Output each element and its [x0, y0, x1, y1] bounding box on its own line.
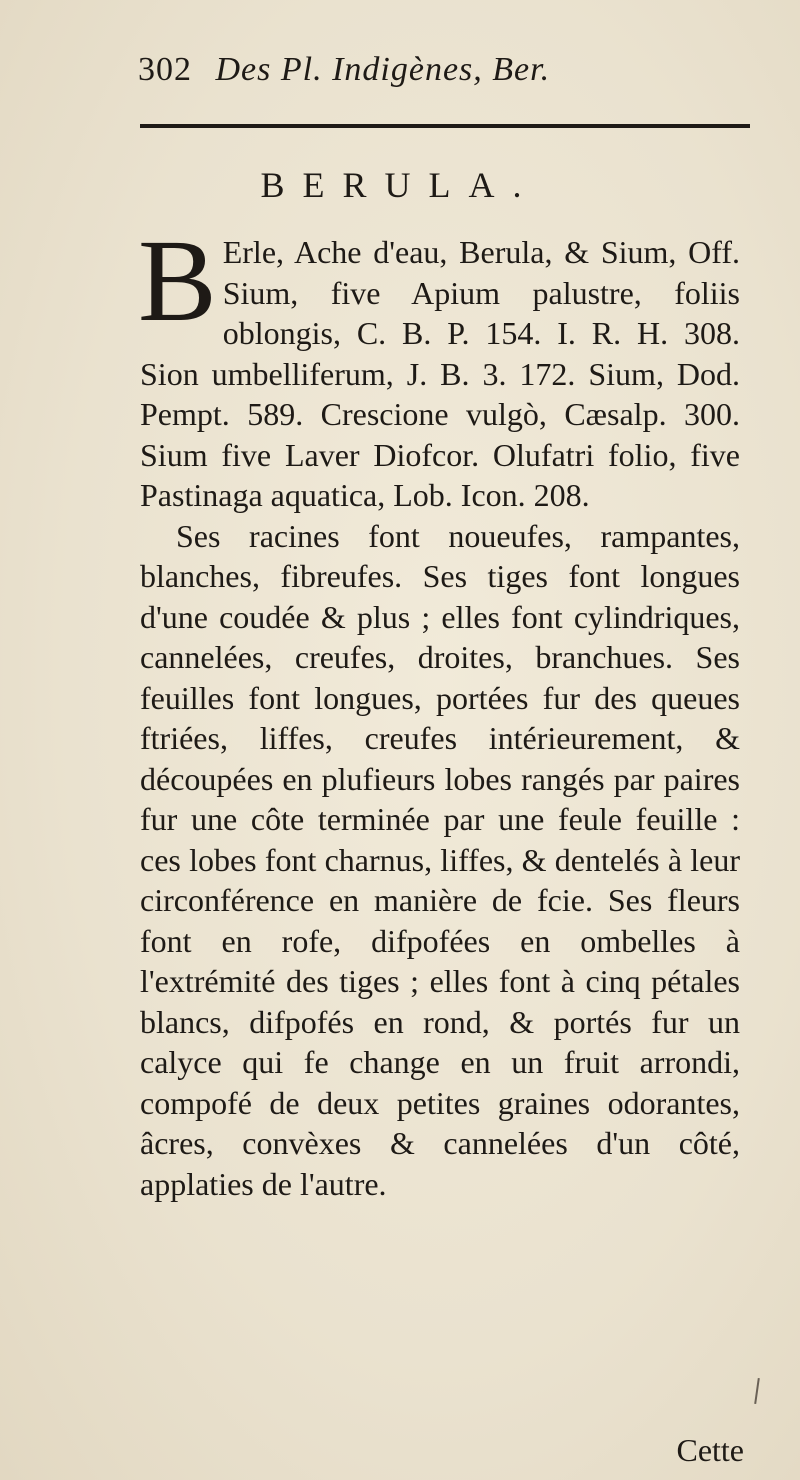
margin-mark: [754, 1378, 760, 1404]
section-title: BERULA.: [260, 165, 540, 205]
description-paragraph: Ses racines font noueufes, rampantes, blanches, fibreufes. Ses tiges font longues d'une coudée & plus ; elles font cylindriques, cannelées, creufes, droites, branchues. Ses feuilles font longues, portées fur des queues ftriées, liffes, creufes intérieurement, & découpées en plufieurs lobes rangés par paires fur une côte terminée par une feule feuille : ces lobes font charnus, liffes, & dentelés à leur circonférence en manière de fcie. Ses fleurs font en rofe, difpofées en ombelles à l'extrémité des tiges ; elles font à cinq pétales blancs, difpofés en rond, & portés fur un calyce qui fe change en un fruit arrondi, compofé de deux petites graines odorantes, âcres, convèxes & cannelées d'un côté, applaties de l'autre.: [140, 517, 740, 1202]
page-number: 302: [138, 51, 192, 88]
synonymy-text: Erle, Ache d'eau, Berula, & Sium, Off. Sium, five Apium palustre, foliis oblongis, C. B. P. 154. I. R. H. 308. Sion umbelliferum, J. B. 3. 172. Sium, Dod. Pempt. 589. Crescione vulgò, Cæsalp. 300. Sium five Laver Diofcor. Olufatri folio, five Pastinaga aquatica, Lob. Icon. 208.: [140, 234, 740, 513]
running-head: [138, 40, 758, 100]
drop-cap: B: [138, 215, 217, 346]
synonymy-paragraph: [138, 215, 740, 516]
header-rule: [140, 124, 750, 128]
running-title: Des Pl. Indigènes, Ber.: [215, 51, 551, 88]
entry-text: [138, 215, 740, 1204]
catchword: Cette: [676, 1432, 744, 1468]
